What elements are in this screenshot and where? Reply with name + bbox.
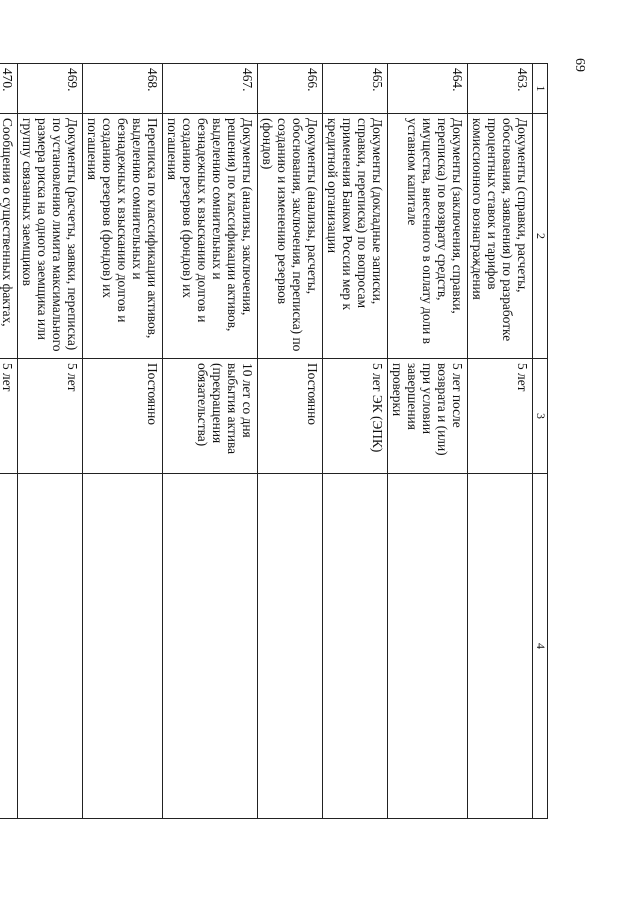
row-number-cell: 468.	[83, 64, 163, 114]
table-body	[0, 64, 533, 819]
document-description-cell: Документы (докладные записки, справки, переписка) по вопросам применения Банком России мер к кредитной организации	[323, 114, 388, 359]
table-row	[163, 64, 258, 819]
table-row	[18, 64, 83, 819]
document-description-cell: Переписка по классификации активов, выделению сомнительных и безнадежных к взысканию долгов и созданию резервов (фондов) их погашения	[83, 114, 163, 359]
notes-cell	[258, 474, 323, 819]
row-number-cell: 466.	[258, 64, 323, 114]
table-row	[83, 64, 163, 819]
document-description-cell: Документы (расчеты, заявки, переписка) по установлению лимита максимального размера риска на одного заемщика или группу связанных заемщиков	[18, 114, 83, 359]
table-row	[388, 64, 468, 819]
document-description-cell: Документы (заключения, справки, переписка) по возврату средств, имущества, внесенного в оплату доли в уставном капитале	[388, 114, 468, 359]
notes-cell	[0, 474, 18, 819]
column-header-1: 1	[533, 64, 548, 114]
notes-cell	[18, 474, 83, 819]
retention-term-cell: Постоянно	[258, 359, 323, 474]
column-number-row	[533, 64, 548, 819]
column-header-3: 3	[533, 359, 548, 474]
notes-cell	[163, 474, 258, 819]
table-row	[323, 64, 388, 819]
row-number-cell: 463.	[468, 64, 533, 114]
notes-cell	[468, 474, 533, 819]
document-description-cell: Документы (анализы, расчеты, обоснования, заключения, переписка) по созданию и изменению резервов (фондов)	[258, 114, 323, 359]
page-number: 69	[572, 58, 587, 72]
document-description-cell: Документы (анализы, заключения, решения) по классификации активов, выделению сомнительных и безнадежных к взысканию долгов и созданию резервов (фондов) их погашения	[163, 114, 258, 359]
retention-term-cell: 5 лет ЭК (ЭПК)	[323, 359, 388, 474]
retention-term-cell: 10 лет со дня выбытия актива (прекращения обязательства)	[163, 359, 258, 474]
notes-cell	[323, 474, 388, 819]
document-table	[0, 63, 548, 819]
rotated-page-content	[0, 63, 548, 818]
notes-cell	[83, 474, 163, 819]
table-row	[0, 64, 18, 819]
column-header-2: 2	[533, 114, 548, 359]
retention-term-cell: 5 лет после возврата и (или) при условии завершения проверки	[388, 359, 468, 474]
document-description-cell: Документы (справки, расчеты, обоснования, заявления) по разработке процентных ставок и тарифов комиссионного вознаграждения	[468, 114, 533, 359]
row-number-cell: 469.	[18, 64, 83, 114]
notes-cell	[388, 474, 468, 819]
document-description-cell: Сообщения о существенных фактах,	[0, 114, 18, 359]
table-row	[258, 64, 323, 819]
retention-term-cell: 5 лет	[0, 359, 18, 474]
row-number-cell: 470.	[0, 64, 18, 114]
retention-term-cell: 5 лет	[18, 359, 83, 474]
column-header-4: 4	[533, 474, 548, 819]
table-row	[468, 64, 533, 819]
row-number-cell: 465.	[323, 64, 388, 114]
retention-term-cell: Постоянно	[83, 359, 163, 474]
retention-term-cell: 5 лет	[468, 359, 533, 474]
row-number-cell: 464.	[388, 64, 468, 114]
row-number-cell: 467.	[163, 64, 258, 114]
